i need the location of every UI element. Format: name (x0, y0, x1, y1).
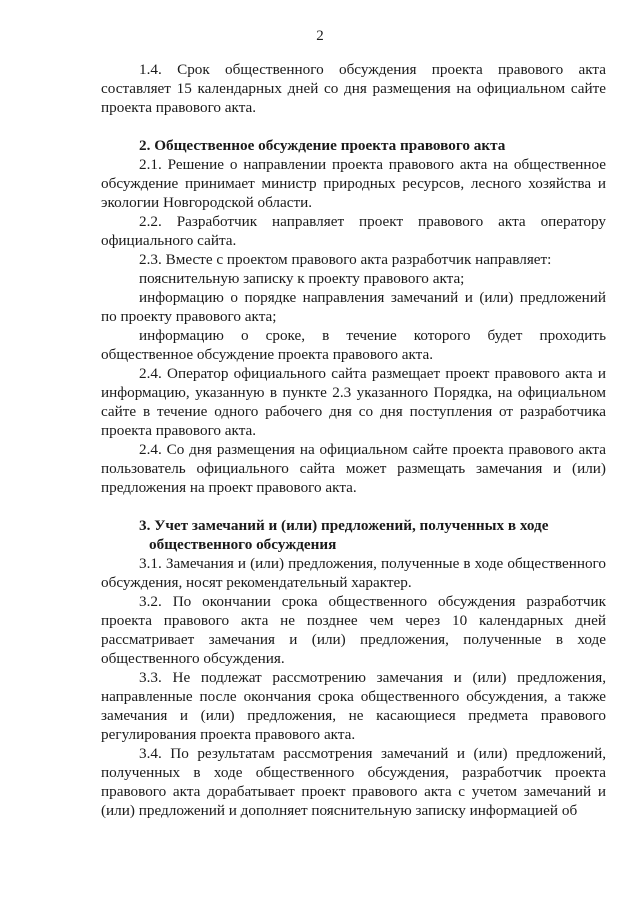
paragraph-2-2: 2.2. Разработчик направляет проект правового акта оператору официального сайта. (101, 213, 606, 249)
paragraph-2-4-second: 2.4. Со дня размещения на официальном сайте проекта правового акта пользователь официального сайта может размещать замечания и (или) предложения на проект правового акта. (101, 441, 606, 496)
paragraph-2-3: 2.3. Вместе с проектом правового акта разработчик направляет: (139, 251, 552, 268)
section-3-heading-line2: общественного обсуждения (149, 536, 337, 553)
page-number: 2 (316, 28, 324, 44)
paragraph-3-3: 3.3. Не подлежат рассмотрению замечания и (или) предложения, направленные после окончания срока общественного обсуждения, а также замечания и (или) предложения, не касающиеся предмета правового регулирования проекта правового акта. (101, 669, 606, 743)
section-3-heading-line1: 3. Учет замечаний и (или) предложений, полученных в ходе (139, 517, 549, 534)
document-body (101, 60, 606, 820)
paragraph-3-2: 3.2. По окончании срока общественного обсуждения разработчик проекта правового акта не позднее чем через 10 календарных дней рассматривает замечания и (или) предложения, полученные в ходе общественного обсуждения. (101, 593, 606, 667)
paragraph-2-1: 2.1. Решение о направлении проекта правового акта на общественное обсуждение принимает министр природных ресурсов, лесного хозяйства и экологии Новгородской области. (101, 156, 606, 211)
paragraph-2-3-item-c: информацию о сроке, в течение которого будет проходить общественное обсуждение проекта правового акта. (101, 327, 606, 363)
paragraph-1-4: 1.4. Срок общественного обсуждения проекта правового акта составляет 15 календарных дней со дня размещения на официальном сайте проекта правового акта. (101, 61, 606, 116)
paragraph-2-4: 2.4. Оператор официального сайта размещает проект правового акта и информацию, указанную в пункте 2.3 указанного Порядка, на официальном сайте в течение одного рабочего дня со дня поступления от разработчика проекта правового акта. (101, 365, 606, 439)
spacer (101, 497, 606, 516)
paragraph-3-1: 3.1. Замечания и (или) предложения, полученные в ходе общественного обсуждения, носят рекомендательный характер. (101, 555, 606, 591)
section-2-heading: 2. Общественное обсуждение проекта правового акта (139, 137, 506, 154)
paragraph-3-4: 3.4. По результатам рассмотрения замечаний и (или) предложений, полученных в ходе общественного обсуждения, разработчик проекта правового акта дорабатывает проект правового акта с учетом замечаний и (или) предложений и дополняет пояснительную записку информацией об (101, 745, 606, 819)
paragraph-2-3-item-b: информацию о порядке направления замечаний и (или) предложений по проекту правового акта; (101, 289, 606, 325)
spacer (101, 117, 606, 136)
paragraph-2-3-item-a: пояснительную записку к проекту правового акта; (139, 270, 465, 287)
